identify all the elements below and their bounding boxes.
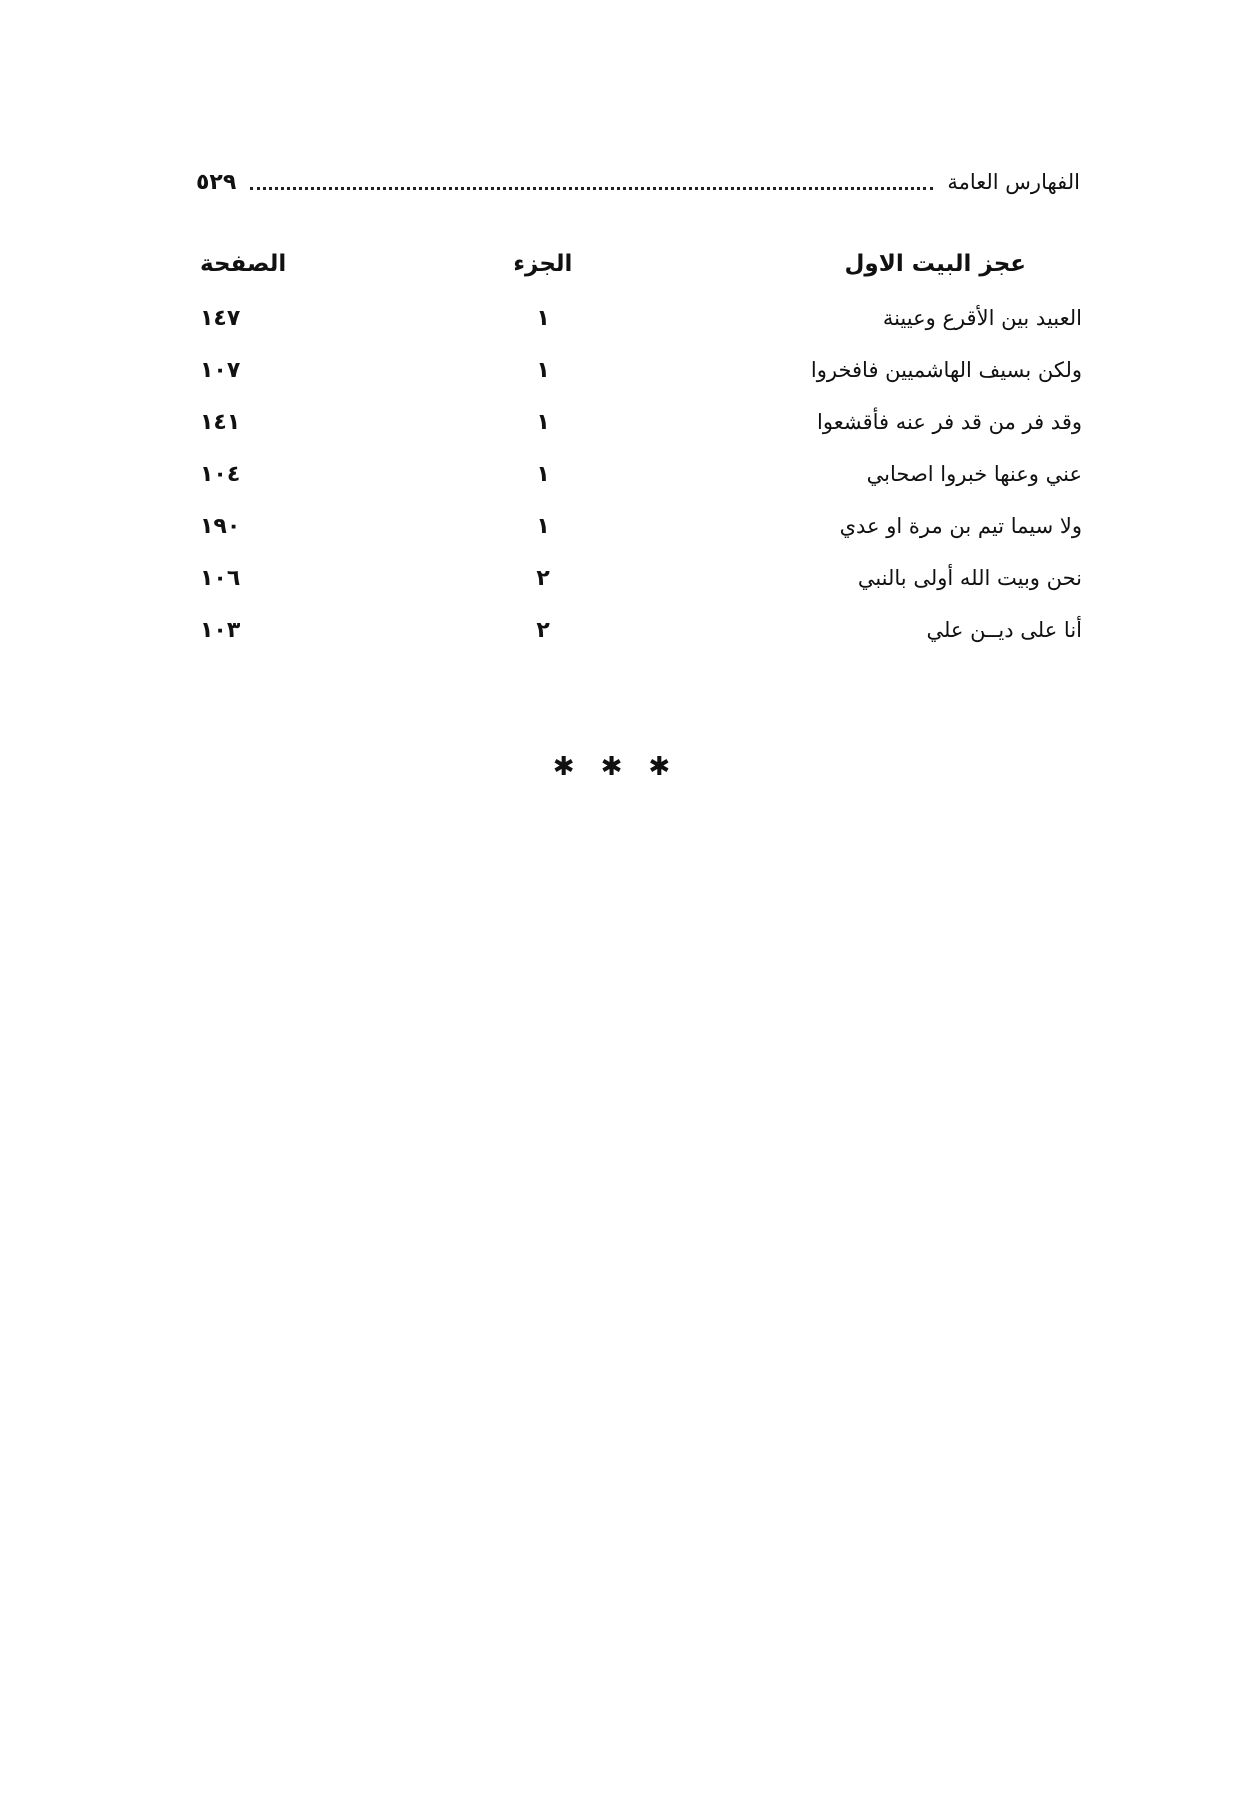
asterisk-icon: ✱ xyxy=(648,752,697,782)
verse-cell: نحن وبيت الله أولى بالنبي xyxy=(857,566,1082,590)
verse-cell: ولا سيما تيم بن مرة او عدي xyxy=(839,514,1082,538)
part-cell: ٢ xyxy=(536,565,550,591)
part-cell: ١ xyxy=(536,357,550,383)
verse-cell: وقد فر من قد فر عنه فأقشعوا xyxy=(817,410,1082,434)
asterisk-icon: ✱ xyxy=(600,752,649,782)
page-cell: ١٤١ xyxy=(200,409,241,435)
part-cell: ١ xyxy=(536,305,550,331)
page-number: ٥٢٩ xyxy=(196,169,237,195)
table-row xyxy=(190,292,1082,344)
table-row xyxy=(190,396,1082,448)
table-row xyxy=(190,500,1082,552)
part-cell: ٢ xyxy=(536,617,550,643)
running-header-title: الفهارس العامة xyxy=(947,170,1080,194)
verse-cell: عني وعنها خبروا اصحابي xyxy=(866,462,1082,486)
page-cell: ١٠٤ xyxy=(200,461,241,487)
table-row xyxy=(190,552,1082,604)
section-end-ornament xyxy=(0,752,1249,782)
column-header-verse: عجز البيت الاول xyxy=(844,251,1026,277)
part-cell: ١ xyxy=(536,513,550,539)
verse-cell: ولكن بسيف الهاشميين فافخروا xyxy=(810,358,1082,382)
verse-cell: العبيد بين الأقرع وعيينة xyxy=(882,306,1082,330)
part-cell: ١ xyxy=(536,409,550,435)
part-cell: ١ xyxy=(536,461,550,487)
leader-dots xyxy=(250,187,933,190)
column-header-part: الجزء xyxy=(513,251,573,277)
column-header-page: الصفحة xyxy=(200,251,287,277)
page-cell: ١٠٣ xyxy=(200,617,241,643)
table-row xyxy=(190,604,1082,656)
asterisk-icon: ✱ xyxy=(552,752,601,782)
table-header-row xyxy=(190,236,1082,292)
verse-cell: أنا على ديــن علي xyxy=(926,618,1082,642)
page-cell: ١٠٧ xyxy=(200,357,241,383)
page-cell: ١٠٦ xyxy=(200,565,241,591)
page-cell: ١٩٠ xyxy=(200,513,241,539)
verse-index-table xyxy=(190,236,1082,656)
page-cell: ١٤٧ xyxy=(200,305,241,331)
table-row xyxy=(190,344,1082,396)
table-row xyxy=(190,448,1082,500)
running-header xyxy=(196,162,1080,202)
